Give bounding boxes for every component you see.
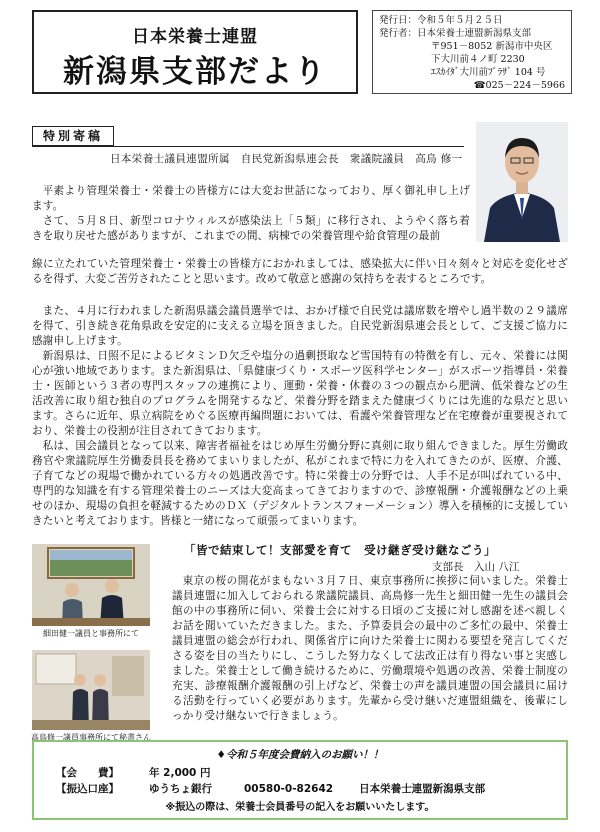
photo-caption-takatori: 高鳥修一議員事務所にて秘書さん: [31, 733, 151, 742]
building-address: ｴｽｶｲﾀﾞ大川前ﾌﾟﾗｻﾞ 104 号: [431, 67, 546, 78]
fee-label: 【会 費】: [56, 767, 119, 779]
paragraph-commitment: 私は、国会議員となって以来、障害者福祉をはじめ厚生労働分野に真剣に取り組んできました。厚生労働政務官や衆議院厚生労働委員長を務めてまいりましたが、私がこれまで特に力を入れてきたのが、医療、介護、子育てなどの現場で働かれている方々の処遇改善です。特に栄養士の分野では、人手不足が叫ばれている中、専門的な知識を有する管理栄養士のニーズは大変高まってきておりますので、診療報酬・介護報酬などの上乗せのほか、現場の負担を軽減するためのＤＸ（デジタルトランスフォーメーション）導入を積極的に支援していきたいと考えております。皆様と一緒になって頑張ってまいります。: [32, 440, 568, 527]
contribution-text-rest: [32, 304, 568, 529]
paragraph-niigata: 新潟県は、日照不足によるビタミンＤ欠乏や塩分の過剰摂取など雪国特有の特徴を有し、元々、栄養には関心が強い地域であります。また新潟県は、「県健康づくり・スポーツ医科学センター」がスポーツ指導員・栄養士・医師という３者の専門スタッフの連携により、運動・栄養・休養の３つの観点から肥満、低栄養などの生活改善に取り組む独自のプログラムを開発するなど、栄養分野を踏まえた健康づくりには先進的な県だと思います。さらに近年、県立病院をめぐる医療再編問題においては、看護や栄養管理など在宅療養が重要視されており、栄養士の役割が注目されてきております。: [32, 350, 568, 437]
contribution-text-top: [32, 184, 470, 244]
newsletter-title: 新潟県支部だより: [63, 54, 327, 90]
paragraph-covid: さて、５月８日、新型コロナウィルスが感染法上「５類」に移行され、ようやく落ち着きを取り戻せた感がありますが、これまでの間、病棟での栄養管理や給食管理の最前: [32, 215, 470, 242]
bank-name: ゆうちょ銀行: [149, 783, 212, 795]
column-paragraph: 東京の桜の開花がまもない３月７日、東京事務所に挨拶に伺いました。栄養士議員連盟に加入しておられる衆議院議員、高鳥修一先生と細田健一先生の議員会館の中の事務所に伺い、栄養士会に対する日頃のご支援に対し感謝を述べ親しくお話を聞いていただきました。また、予算委員会の最中のご多忙の最中、栄養士議員連盟の総会が行われ、関係省庁に向けた栄養士に関わる要望を発言してくださる姿を目の当たりにし、こうした努力なくして法改正は有り得ない事と実感しました。栄養士として働き続けるために、労働環境や処遇の改善、栄養士制度の充実、診療報酬介護報酬の引上げなど、栄養士の声を議員連盟の国会議員に届ける活動を行っていく必要があります。先輩から受け継いだ連盟組織を、後輩にしっかり受け継ないで行きましょう。: [172, 575, 568, 722]
publication-info: [372, 10, 572, 94]
paragraph-election: また、４月に行われました新潟県議会議員選挙では、おかげ様で自民党は議席数を増やし過半数の２９議席を得て、引き続き花角県政を安定的に支える立場を頂きました。自民党新潟県連会長として、ご支援ご協力に感謝申し上げます。: [32, 305, 568, 347]
street-address: 下大川前４ノ町 2230: [431, 54, 525, 65]
contribution-author: 日本栄養士議員連盟所属 自民党新潟県連会長 衆議院議員 高鳥 修一: [110, 153, 463, 165]
publisher: 発行者：日本栄養士連盟新潟県支部: [379, 28, 532, 39]
section-divider: [32, 146, 464, 147]
author-portrait-photo: [476, 122, 568, 242]
bank-account-row: [56, 781, 485, 796]
fee-request-title: ♦令和５年度会費納入のお願い！！: [216, 749, 384, 761]
postal-address: 〒951－8052 新潟市中央区: [431, 41, 553, 52]
secretary-photo-illustration: [32, 650, 150, 730]
office-photo-takatori: [32, 650, 150, 730]
transfer-note: ※振込の際は、栄養士会員番号の記入をお願いいたします。: [165, 802, 435, 813]
portrait-illustration: [476, 122, 568, 242]
special-contribution-label: 特別寄稿: [32, 126, 114, 146]
column-author: 支部長 入山 八江: [432, 561, 520, 573]
contribution-text-mid: [32, 257, 568, 287]
account-holder: 日本栄養士連盟新潟県支部: [359, 783, 486, 795]
photo-caption-hosoda: 細田健一議員と事務所にて: [43, 629, 139, 638]
organization-name: 日本栄養士連盟: [132, 27, 258, 47]
phone-number: ☎025－224－5966: [473, 80, 565, 91]
paragraph-greeting: 平素より管理栄養士・栄養士の皆様方には大変お世話になっており、厚く御礼申し上げます。: [32, 185, 470, 212]
membership-fee-box: [32, 740, 568, 820]
office-photo-hosoda: [32, 544, 150, 626]
title-box: [32, 10, 358, 94]
fee-amount-row: [56, 765, 211, 780]
fee-value: 年 2,000 円: [149, 767, 211, 779]
paragraph-covid-continued: 線に立たれていた管理栄養士・栄養士の皆様方におかれましては、感染拡大に伴い日々刻々と対応を変化せざるを得ず、大変ご苦労されたことと思います。改めて敬意と感謝の気持ちを表するところです。: [32, 258, 568, 285]
column-heading: 「皆で結束して！支部愛を育て 受け継ぎ受け継なごう」: [184, 543, 496, 557]
account-number: 00580-0-82642: [244, 783, 334, 795]
issue-date: 発行日：令和５年５月２５日: [379, 15, 503, 26]
account-label: 【振込口座】: [56, 783, 119, 795]
meeting-photo-illustration: [32, 544, 150, 626]
column-text: [172, 574, 568, 724]
